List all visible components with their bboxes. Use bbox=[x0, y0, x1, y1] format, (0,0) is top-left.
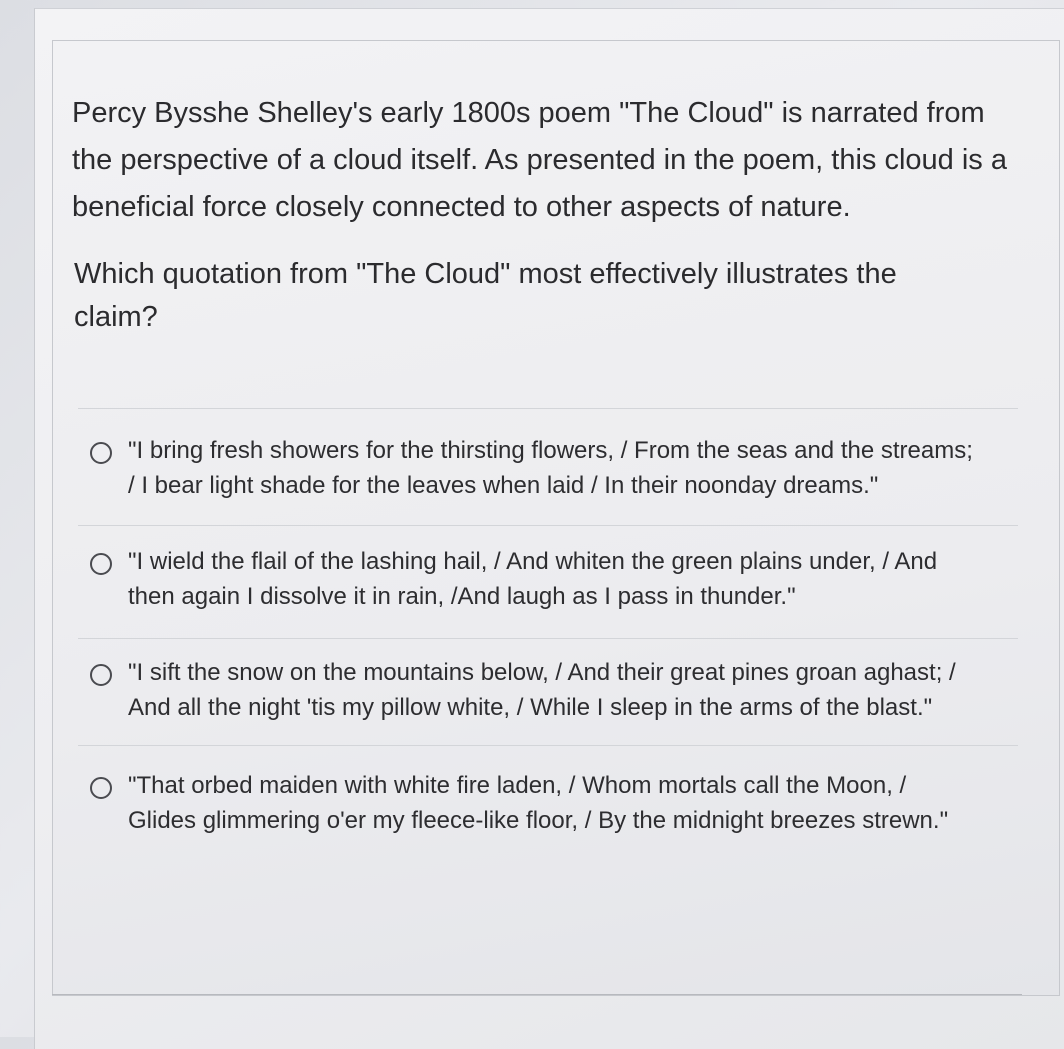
choice-d-text: "That orbed maiden with white fire laden, / Whom mortals call the Moon, / Glides glimmering o'er my fleece-like floor, / By the midnight breezes strewn." bbox=[128, 772, 949, 834]
radio-button[interactable] bbox=[90, 442, 112, 464]
radio-button[interactable] bbox=[90, 777, 112, 799]
choice-b[interactable] bbox=[78, 526, 1018, 638]
choice-d[interactable] bbox=[78, 746, 1018, 854]
choice-a[interactable] bbox=[78, 409, 1018, 525]
radio-button[interactable] bbox=[90, 553, 112, 575]
choice-c-text: "I sift the snow on the mountains below, / And their great pines groan aghast; / And all the night 'tis my pillow white, / While I sleep in the arms of the blast." bbox=[128, 659, 956, 721]
radio-button[interactable] bbox=[90, 664, 112, 686]
question-prompt: Which quotation from "The Cloud" most effectively illustrates the claim? bbox=[74, 258, 897, 333]
card-bottom-border bbox=[52, 994, 1022, 995]
choice-a-text: "I bring fresh showers for the thirsting flowers, / From the seas and the streams; / I bear light shade for the leaves when laid / In their noonday dreams." bbox=[128, 437, 973, 499]
passage-text: Percy Bysshe Shelley's early 1800s poem "The Cloud" is narrated from the perspective of a cloud itself. As presented in the poem, this cloud is a beneficial force closely connected to other aspects of nature. bbox=[72, 97, 1007, 223]
choice-b-text: "I wield the flail of the lashing hail, / And whiten the green plains under, / And then again I dissolve it in rain, /And laugh as I pass in thunder." bbox=[128, 548, 938, 610]
choice-c[interactable] bbox=[78, 639, 1018, 745]
answer-choices bbox=[78, 408, 1018, 854]
